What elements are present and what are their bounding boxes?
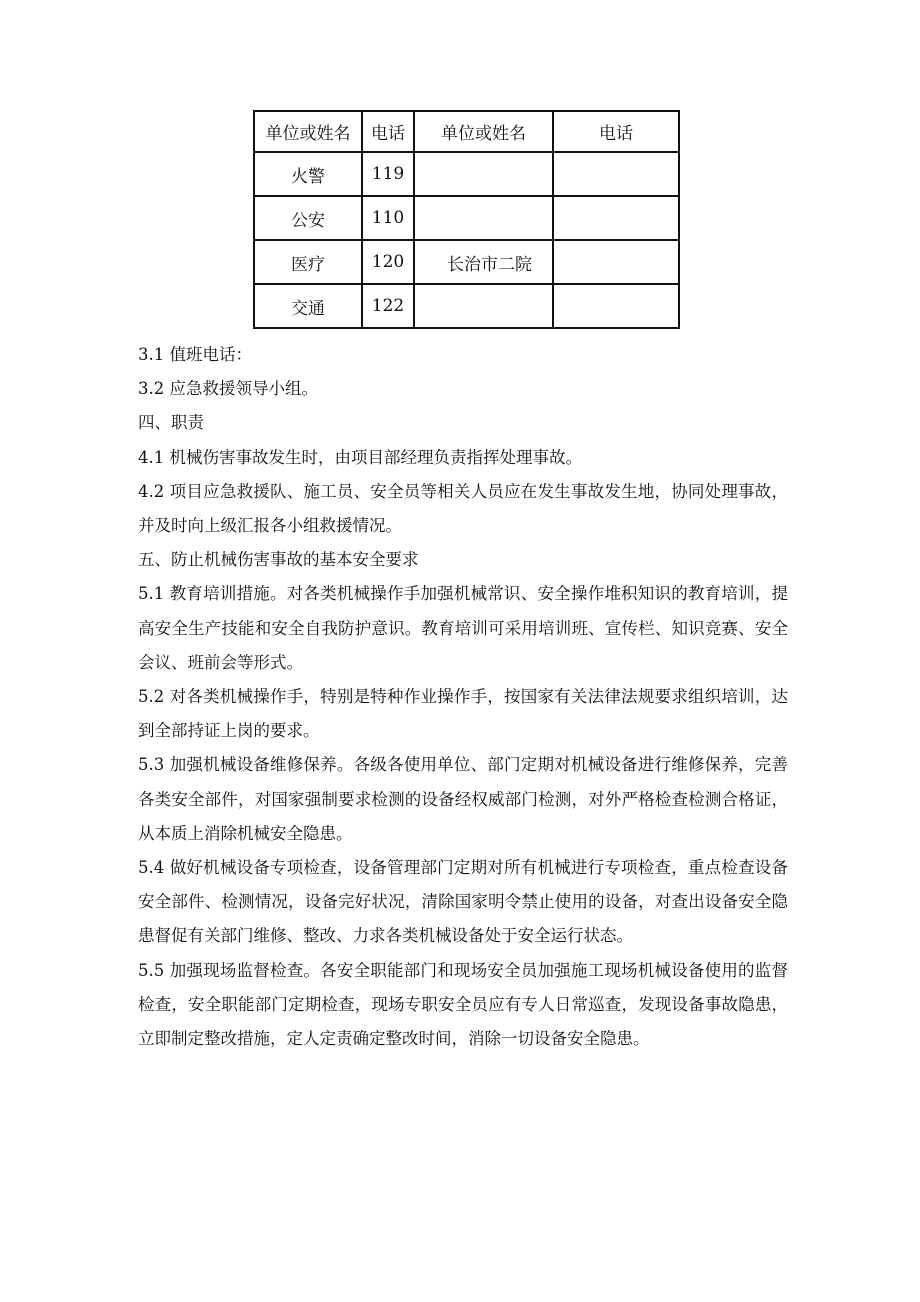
table-cell: 120 <box>362 240 414 284</box>
header-unit-name-2: 单位或姓名 <box>414 111 553 152</box>
table-cell: 医疗 <box>254 240 362 284</box>
emergency-contacts-table <box>253 110 680 329</box>
table-cell <box>414 152 553 196</box>
paragraph-5-3: 5.3 加强机械设备维修保养。各级各使用单位、部门定期对机械设备进行维修保养，完善各类安全部件，对国家强制要求检测的设备经权威部门检测，对外严格检查检测合格证，从本质上消除机械安全隐患。 <box>138 755 788 843</box>
paragraph-5-2: 5.2 对各类机械操作手，特别是特种作业操作手，按国家有关法律法规要求组织培训，达到全部持证上岗的要求。 <box>138 687 788 741</box>
table-row <box>254 152 679 196</box>
table-row <box>254 240 679 284</box>
paragraph-4-1: 4.1 机械伤害事故发生时，由项目部经理负责指挥处理事故。 <box>138 447 582 467</box>
table-cell: 110 <box>362 196 414 240</box>
paragraph-duty-phone: 3.1 值班电话： <box>138 345 252 364</box>
paragraph-5-1: 5.1 教育培训措施。对各类机械操作手加强机械常识、安全操作堆积知识的教育培训，提高安全生产技能和安全自我防护意识。教育培训可采用培训班、宣传栏、知识竞赛、安全会议、班前会等形式。 <box>138 584 788 672</box>
header-unit-name-1: 单位或姓名 <box>254 111 362 152</box>
table-cell: 122 <box>362 284 414 328</box>
table-row <box>254 284 679 328</box>
paragraph-5-4: 5.4 做好机械设备专项检查，设备管理部门定期对所有机械进行专项检查，重点检查设备安全部件、检测情况，设备完好状况，清除国家明令禁止使用的设备，对查出设备安全隐患督促有关部门维修、整改、力求各类机械设备处于安全运行状态。 <box>138 858 788 946</box>
header-phone-2: 电话 <box>553 111 679 152</box>
paragraph-4-2: 4.2 项目应急救援队、施工员、安全员等相关人员应在发生事故发生地，协同处理事故，并及时向上级汇报各小组救援情况。 <box>138 481 788 536</box>
table-cell: 交通 <box>254 284 362 328</box>
table-cell <box>553 152 679 196</box>
table-cell <box>414 196 553 240</box>
table-cell: 长治市二院 <box>414 240 553 284</box>
table-cell: 公安 <box>254 196 362 240</box>
table-row <box>254 196 679 240</box>
table-cell <box>553 196 679 240</box>
table-header-row <box>254 111 679 152</box>
table-cell <box>553 284 679 328</box>
section-heading-safety-requirements: 五、防止机械伤害事故的基本安全要求 <box>138 550 419 570</box>
body-text <box>138 338 788 1056</box>
header-phone-1: 电话 <box>362 111 414 152</box>
table-cell: 火警 <box>254 152 362 196</box>
paragraph-5-5: 5.5 加强现场监督检查。各安全职能部门和现场安全员加强施工现场机械设备使用的监督检查，安全职能部门定期检查，现场专职安全员应有专人日常巡查，发现设备事故隐患，立即制定整改措施，定人定责确定整改时间，消除一切设备安全隐患。 <box>138 960 788 1049</box>
section-heading-responsibilities: 四、职责 <box>138 413 204 433</box>
table-cell: 119 <box>362 152 414 196</box>
table-cell <box>553 240 679 284</box>
table-cell <box>414 284 553 328</box>
paragraph-leadership-group: 3.2 应急救援领导小组。 <box>138 379 318 399</box>
